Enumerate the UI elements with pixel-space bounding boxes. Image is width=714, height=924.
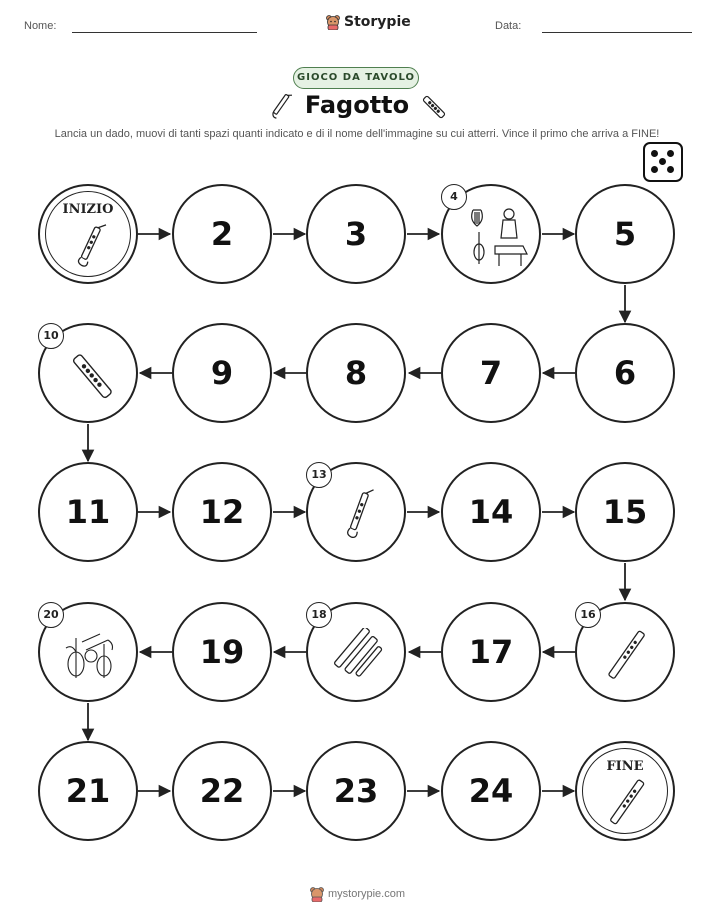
space-18: 18 <box>306 602 406 702</box>
space-finish: FINE <box>575 741 675 841</box>
instructions-text: Lancia un dado, muovi di tanti spazi quanti indicato e di il nome dell'immagine su cui atterri. Vince il primo che arriva a FINE! <box>54 128 660 140</box>
recorder-icon <box>605 777 649 829</box>
space-24: 24 <box>441 741 541 841</box>
bear-icon <box>310 886 324 902</box>
space-20: 20 <box>38 602 138 702</box>
space-19: 19 <box>172 602 272 702</box>
space-6: 6 <box>575 323 675 423</box>
space-12: 12 <box>172 462 272 562</box>
space-11: 11 <box>38 462 138 562</box>
bassoon-parts-icon <box>332 628 388 680</box>
space-17: 17 <box>441 602 541 702</box>
footer-url: mystorypie.com <box>328 888 406 900</box>
recorder-icon <box>68 349 118 405</box>
space-21: 21 <box>38 741 138 841</box>
space-5: 5 <box>575 184 675 284</box>
page-title: Fagotto <box>304 91 410 119</box>
date-label: Data: <box>495 20 522 32</box>
brand-name: Storypie <box>344 14 411 30</box>
instruments-icon <box>465 204 529 270</box>
space-23: 23 <box>306 741 406 841</box>
space-3: 3 <box>306 184 406 284</box>
bassoon-icon <box>336 486 380 544</box>
space-10: 10 <box>38 323 138 423</box>
space-9: 9 <box>172 323 272 423</box>
space-14: 14 <box>441 462 541 562</box>
game-type-badge: GIOCO DA TAVOLO <box>293 67 419 89</box>
space-2: 2 <box>172 184 272 284</box>
space-15: 15 <box>575 462 675 562</box>
bassoon-icon <box>70 220 110 270</box>
space-16: 16 <box>575 602 675 702</box>
orchestra-icon <box>62 628 120 684</box>
space-22: 22 <box>172 741 272 841</box>
space-start: INIZIO <box>38 184 138 284</box>
recorder-icon <box>605 626 649 684</box>
space-8: 8 <box>306 323 406 423</box>
name-label: Nome: <box>24 20 57 32</box>
space-4: 4 <box>441 184 541 284</box>
space-13: 13 <box>306 462 406 562</box>
space-7: 7 <box>441 323 541 423</box>
footer <box>310 886 405 902</box>
